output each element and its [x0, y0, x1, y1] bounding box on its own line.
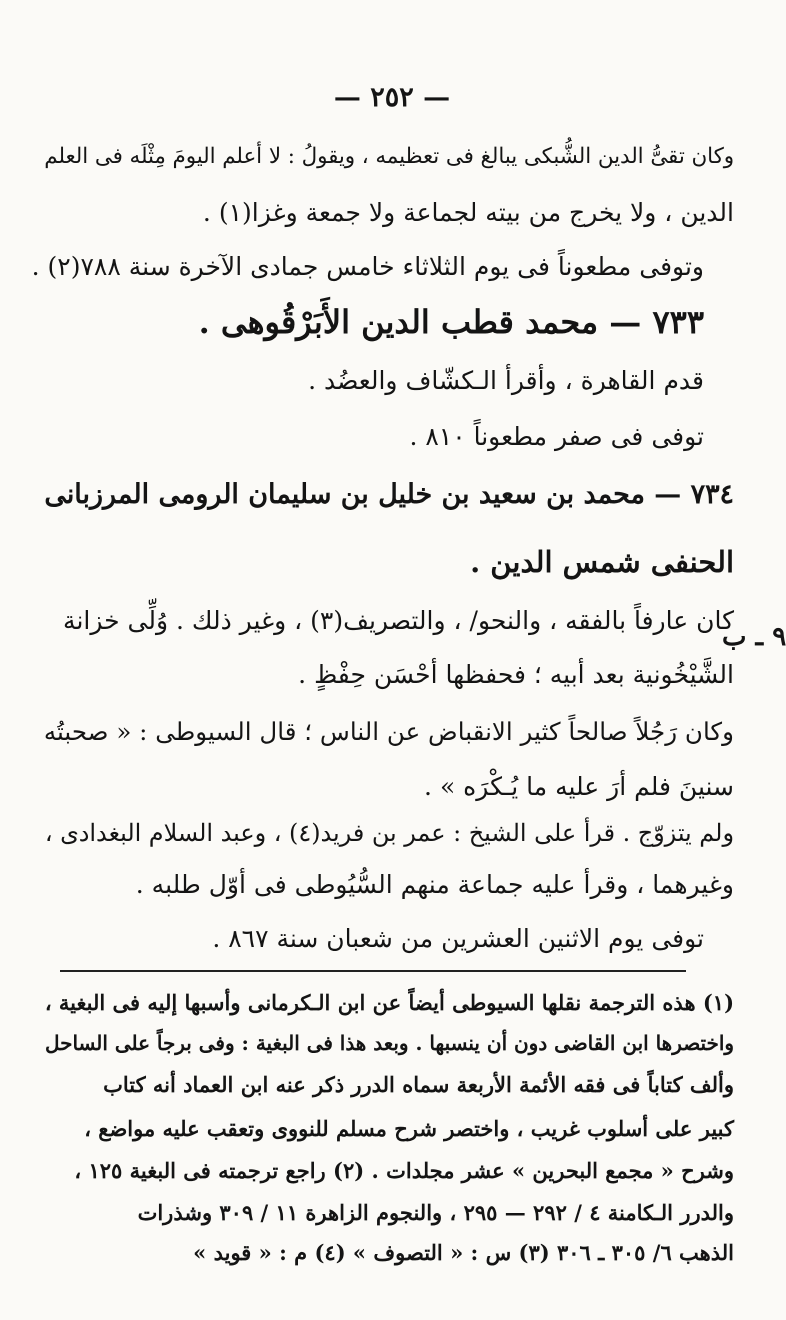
body-line: وغيرهما ، وقرأ عليه جماعة منهم السُّيُوطى فى أوّل طلبه . — [135, 870, 734, 899]
body-line: كان عارفاً بالفقه ، والنحو/ ، والتصريف(٣) ، وغير ذلك . وُلِّى خزانة — [63, 606, 734, 635]
body-line: وكان رَجُلاً صالحاً كثير الانقباض عن الناس ؛ قال السيوطى : « صحبتُه — [43, 717, 734, 746]
page-number: — ٢٥٢ — — [333, 82, 451, 113]
footnote-line: وشرح « مجمع البحرين » عشر مجلدات . (٢) راجع ترجمته فى البغية ١٢٥ ، — [74, 1158, 734, 1183]
footnote-line: (١) هذه الترجمة نقلها السيوطى أيضاً عن ابن الـكرمانى وأسبها إليه فى البغية ، — [44, 990, 734, 1015]
footnote-line: وألف كتاباً فى فقه الأئمة الأربعة سماه الدرر ذكر عنه ابن العماد أنه كتاب — [103, 1072, 734, 1097]
body-line: الشَّيْخُونية بعد أبيه ؛ فحفظها أحْسَن حِفْظٍ . — [298, 660, 734, 689]
entry-heading-734: ٧٣٤ — محمد بن سعيد بن خليل بن سليمان الرومى المرزبانى — [44, 479, 734, 510]
body-line: توفى يوم الاثنين العشرين من شعبان سنة ٨٦٧ . — [212, 924, 704, 953]
footnote-line: والدرر الـكامنة ٤ / ٢٩٢ — ٢٩٥ ، والنجوم الزاهرة ١١ / ٣٠٩ وشذرات — [137, 1200, 734, 1225]
body-line: ولم يتزوّج . قرأ على الشيخ : عمر بن فريد(٤) ، وعبد السلام البغدادى ، — [44, 819, 734, 847]
entry-heading-733: ٧٣٣ — محمد قطب الدين الأَبَرْقُوهى . — [198, 303, 704, 341]
footnote-line: واختصرها ابن القاضى دون أن ينسبها . وبعد هذا فى البغية : وفى برجاً على الساحل — [45, 1031, 734, 1055]
margin-note: ٩ ـ ب — [722, 622, 786, 652]
footnote-line: الذهب ٦/ ٣٠٥ ـ ٣٠٦ (٣) س : « التصوف » (٤) م : « قويد » — [193, 1240, 734, 1265]
body-line: الدين ، ولا يخرج من بيته لجماعة ولا جمعة وغزا(١) . — [202, 198, 734, 227]
footnote-separator — [60, 970, 686, 972]
body-line: وتوفى مطعوناً فى يوم الثلاثاء خامس جمادى الآخرة سنة ٧٨٨(٢) . — [31, 252, 704, 281]
body-line: وكان تقىُّ الدين الشُّبكى يبالغ فى تعظيمه ، ويقولُ : لا أعلم اليومَ مِثْلَه فى العلم — [44, 144, 734, 169]
footnote-line: كبير على أسلوب غريب ، واختصر شرح مسلم للنووى وتعقب عليه مواضع ، — [84, 1116, 734, 1141]
body-line: سنينَ فلم أرَ عليه ما يُـكْرَه » . — [424, 772, 734, 801]
entry-heading-734-cont: الحنفى شمس الدين . — [470, 545, 734, 579]
body-line: توفى فى صفر مطعوناً ٨١٠ . — [409, 422, 704, 451]
body-line: قدم القاهرة ، وأقرأ الـكشّاف والعضُد . — [308, 366, 704, 395]
